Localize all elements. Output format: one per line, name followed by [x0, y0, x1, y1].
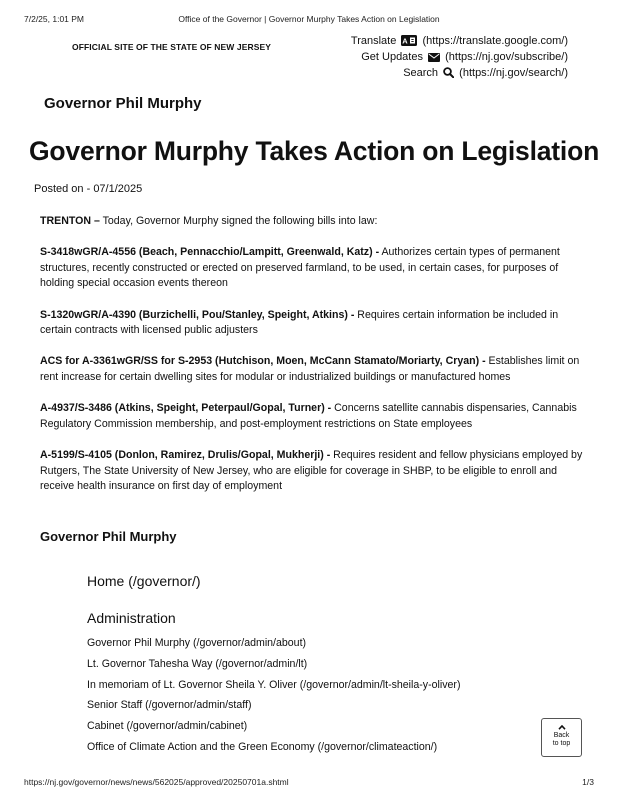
translate-link[interactable]	[351, 33, 568, 49]
print-url: https://nj.gov/governor/news/news/562025/approved/20250701a.shtml	[24, 777, 289, 787]
footer-navigation	[87, 573, 460, 762]
footer-link-lt-governor[interactable]: Lt. Governor Tahesha Way (/governor/admin/lt)	[87, 657, 308, 670]
footer-link-governor[interactable]: Governor Phil Murphy (/governor/admin/about)	[87, 637, 307, 649]
bill-description: Establishes limit on rent increase for certain dwelling sites for modular or industrialized buildings or manufactured homes	[40, 355, 580, 383]
bill-description: Concerns satellite cannabis dispensaries, Cannabis Regulatory Commission membership, and post-employment restrictions on State employees	[40, 402, 577, 430]
bill-id: A-5199/S-4105 (Donlon, Ramirez, Drulis/Gopal, Mukherji) -	[40, 448, 331, 461]
svg-text:A: A	[402, 36, 409, 46]
translate-url: (https://translate.google.com/)	[422, 35, 568, 47]
utility-links	[351, 33, 568, 81]
bill-item	[40, 448, 585, 495]
print-date: 7/2/25, 1:01 PM	[24, 14, 85, 24]
intro-text: Today, Governor Murphy signed the following bills into law:	[99, 215, 378, 227]
print-header	[24, 14, 594, 28]
back-to-top-line1: Back	[553, 732, 570, 739]
footer-link-climate-action[interactable]: Office of Climate Action and the Green Economy (/governor/climateaction/)	[87, 740, 438, 753]
footer-link-senior-staff[interactable]: Senior Staff (/governor/admin/staff)	[87, 699, 252, 712]
page-number: 1/3	[582, 777, 594, 787]
page-title: Governor Murphy Takes Action on Legislation	[29, 136, 600, 166]
print-footer	[24, 777, 594, 789]
bill-item	[40, 245, 585, 292]
envelope-icon	[428, 53, 440, 62]
search-url: (https://nj.gov/search/)	[459, 67, 568, 79]
get-updates-label: Get Updates	[361, 51, 423, 63]
bill-id: S-1320wGR/A-4390 (Burzichelli, Pou/Stanley, Speight, Atkins) -	[40, 308, 355, 321]
get-updates-url: (https://nj.gov/subscribe/)	[445, 51, 568, 63]
site-name-link[interactable]: Governor Phil Murphy	[44, 95, 202, 112]
bill-item	[40, 308, 585, 339]
print-document-title: Office of the Governor | Governor Murphy Takes Action on Legislation	[178, 14, 440, 24]
intro-paragraph	[40, 214, 585, 230]
footer-link-cabinet[interactable]: Cabinet (/governor/admin/cabinet)	[87, 720, 248, 733]
bill-description: Authorizes certain types of permanent structures, recently constructed or erected on preserved farmland, to be used, in certain cases, for purposes of holding special occasion events thereon	[40, 246, 560, 290]
dateline: TRENTON –	[40, 215, 100, 227]
bill-id: A-4937/S-3486 (Atkins, Speight, Peterpaul/Gopal, Turner) -	[40, 402, 332, 415]
bill-item	[40, 354, 585, 385]
official-site-label: OFFICIAL SITE OF THE STATE OF NEW JERSEY	[72, 42, 272, 52]
get-updates-link[interactable]	[351, 49, 568, 65]
bill-item	[40, 401, 585, 432]
bill-id: S-3418wGR/A-4556 (Beach, Pennacchio/Lampitt, Greenwald, Katz) -	[40, 246, 380, 259]
article-body	[40, 214, 585, 510]
footer-link-in-memoriam[interactable]: In memoriam of Lt. Governor Sheila Y. Oliver (/governor/admin/lt-sheila-y-oliver)	[87, 678, 461, 691]
translate-icon	[401, 35, 417, 46]
bill-description: Requires resident and fellow physicians employed by Rutgers, The State University of New Jersey, who are eligible for coverage in SHBP, to be eligible to enroll and receive health insurance on first day of employment	[40, 448, 583, 493]
footer-site-name: Governor Phil Murphy	[40, 529, 177, 544]
posted-date: Posted on - 07/1/2025	[34, 183, 143, 195]
footer-home-link[interactable]: Home (/governor/)	[87, 573, 201, 589]
back-to-top-line2: to top	[552, 740, 571, 747]
chevron-up-icon	[558, 725, 566, 730]
search-label: Search	[403, 67, 439, 79]
translate-label: Translate	[350, 35, 397, 47]
bill-id: ACS for A-3361wGR/SS for S-2953 (Hutchison, Moen, McCann Stamato/Moriarty, Cryan) -	[40, 355, 486, 368]
bill-description: Requires certain information be included in certain contracts with licensed public adjusters	[40, 308, 559, 337]
administration-links	[87, 637, 460, 762]
search-icon	[443, 67, 454, 78]
footer-administration-heading: Administration	[87, 610, 176, 626]
search-link[interactable]	[351, 65, 568, 81]
back-to-top-button[interactable]	[541, 718, 582, 757]
